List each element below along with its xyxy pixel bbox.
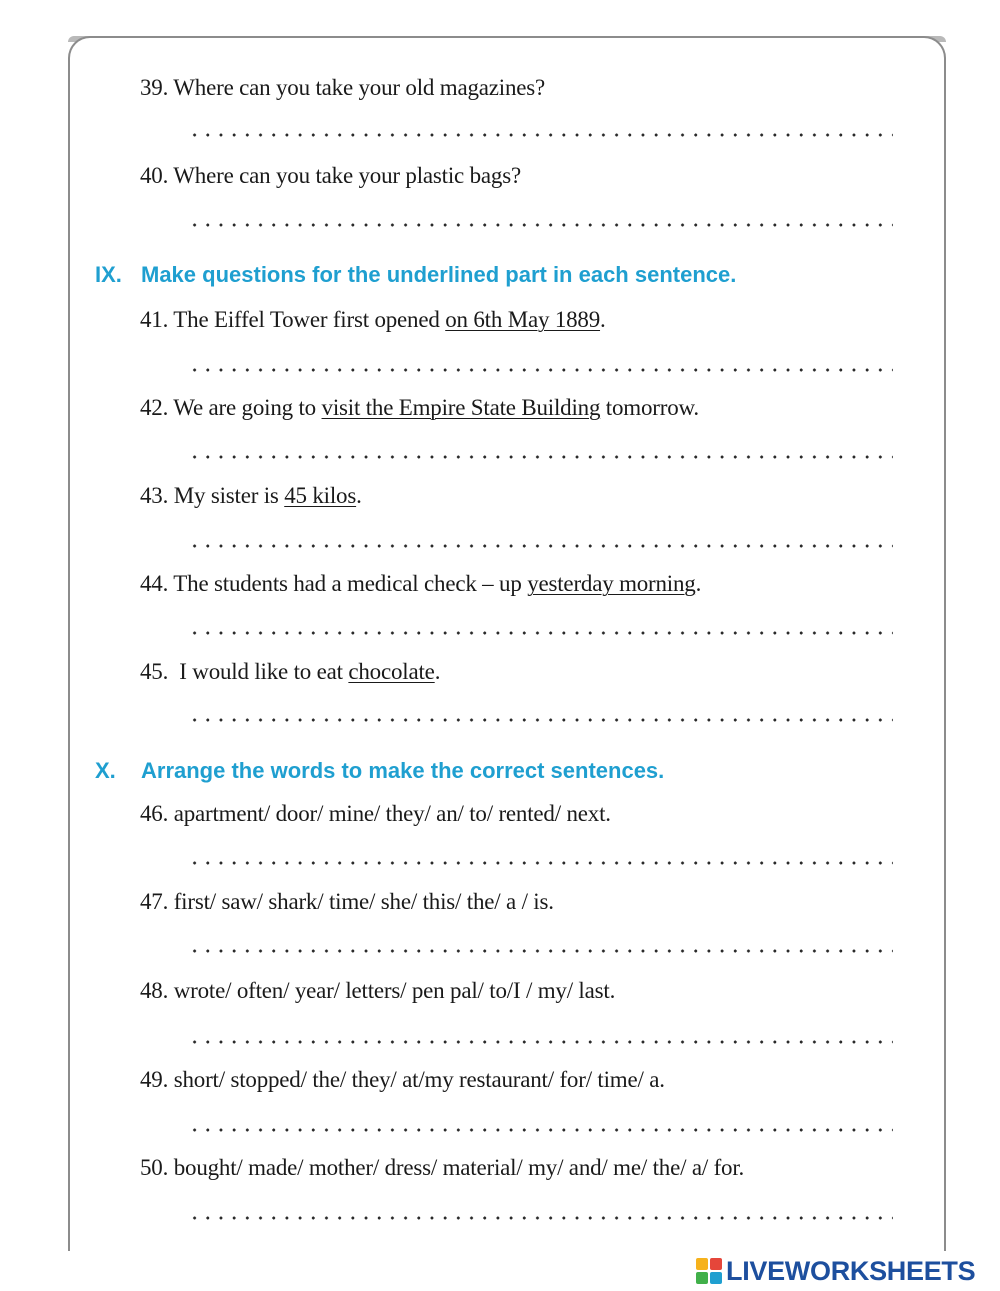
question-44 bbox=[140, 570, 701, 598]
question-number: 46. bbox=[140, 801, 169, 826]
question-number: 44. bbox=[140, 571, 169, 596]
answer-line-46[interactable] bbox=[188, 860, 893, 866]
sentence-after: . bbox=[600, 307, 606, 332]
question-45 bbox=[140, 658, 440, 686]
question-42 bbox=[140, 394, 699, 422]
question-number: 48. bbox=[140, 978, 169, 1003]
question-40 bbox=[140, 162, 521, 190]
logo-mark-icon bbox=[696, 1258, 722, 1284]
section-x-heading bbox=[95, 758, 664, 784]
sentence-after: . bbox=[434, 659, 441, 684]
question-39 bbox=[140, 74, 545, 102]
logo-square-4 bbox=[710, 1272, 722, 1284]
question-49 bbox=[140, 1066, 665, 1094]
logo-square-3 bbox=[696, 1272, 708, 1284]
question-text: short/ stopped/ the/ they/ at/my restaurant/ for/ time/ a. bbox=[173, 1067, 665, 1092]
sentence-after: . bbox=[695, 571, 702, 596]
sentence-before: I would like to eat bbox=[173, 659, 349, 684]
answer-line-44[interactable] bbox=[188, 630, 893, 636]
answer-line-47[interactable] bbox=[188, 948, 893, 954]
answer-line-41[interactable] bbox=[188, 367, 893, 373]
question-number: 39. bbox=[140, 75, 169, 100]
question-number: 47. bbox=[140, 889, 169, 914]
section-number: IX. bbox=[95, 262, 122, 287]
question-number: 40. bbox=[140, 163, 169, 188]
underlined-part: chocolate bbox=[348, 659, 435, 684]
underlined-part: visit the Empire State Building bbox=[321, 395, 601, 420]
question-text: Where can you take your plastic bags? bbox=[173, 163, 521, 188]
question-text: first/ saw/ shark/ time/ she/ this/ the/ a / is. bbox=[173, 889, 554, 914]
answer-line-50[interactable] bbox=[188, 1215, 893, 1221]
question-41 bbox=[140, 306, 606, 334]
answer-line-48[interactable] bbox=[188, 1039, 893, 1045]
question-text: wrote/ often/ year/ letters/ pen pal/ to/I / my/ last. bbox=[173, 978, 616, 1003]
underlined-part: yesterday morning bbox=[527, 571, 696, 596]
logo-square-2 bbox=[710, 1258, 722, 1270]
answer-line-42[interactable] bbox=[188, 454, 893, 460]
question-48 bbox=[140, 977, 615, 1005]
sentence-before: My sister is bbox=[173, 483, 285, 508]
sentence-before: The Eiffel Tower first opened bbox=[173, 307, 446, 332]
section-ix-heading bbox=[95, 262, 736, 288]
answer-line-49[interactable] bbox=[188, 1127, 893, 1133]
underlined-part: 45 kilos bbox=[284, 483, 357, 508]
underlined-part: on 6th May 1889 bbox=[445, 307, 601, 332]
answer-line-40[interactable] bbox=[188, 222, 893, 228]
question-number: 49. bbox=[140, 1067, 169, 1092]
liveworksheets-logo bbox=[696, 1256, 975, 1286]
question-text: apartment/ door/ mine/ they/ an/ to/ rented/ next. bbox=[173, 801, 611, 826]
logo-text: LIVEWORKSHEETS bbox=[726, 1255, 976, 1286]
question-47 bbox=[140, 888, 554, 916]
question-43 bbox=[140, 482, 362, 510]
question-number: 50. bbox=[140, 1155, 169, 1180]
answer-line-43[interactable] bbox=[188, 543, 893, 549]
logo-square-1 bbox=[696, 1258, 708, 1270]
section-title: Make questions for the underlined part in each sentence. bbox=[141, 262, 737, 287]
question-number: 43. bbox=[140, 483, 169, 508]
question-number: 42. bbox=[140, 395, 169, 420]
sentence-after: . bbox=[356, 483, 362, 508]
question-number: 45. bbox=[140, 659, 169, 684]
question-text: bought/ made/ mother/ dress/ material/ my/ and/ me/ the/ a/ for. bbox=[173, 1155, 745, 1180]
sentence-after: tomorrow. bbox=[600, 395, 699, 420]
answer-line-39[interactable] bbox=[188, 132, 893, 138]
sentence-before: The students had a medical check – up bbox=[173, 571, 528, 596]
question-text: Where can you take your old magazines? bbox=[173, 75, 546, 100]
question-number: 41. bbox=[140, 307, 169, 332]
answer-line-45[interactable] bbox=[188, 717, 893, 723]
question-50 bbox=[140, 1154, 744, 1182]
section-title: Arrange the words to make the correct sentences. bbox=[141, 758, 665, 783]
sentence-before: We are going to bbox=[173, 395, 322, 420]
section-number: X. bbox=[95, 758, 116, 783]
question-46 bbox=[140, 800, 611, 828]
